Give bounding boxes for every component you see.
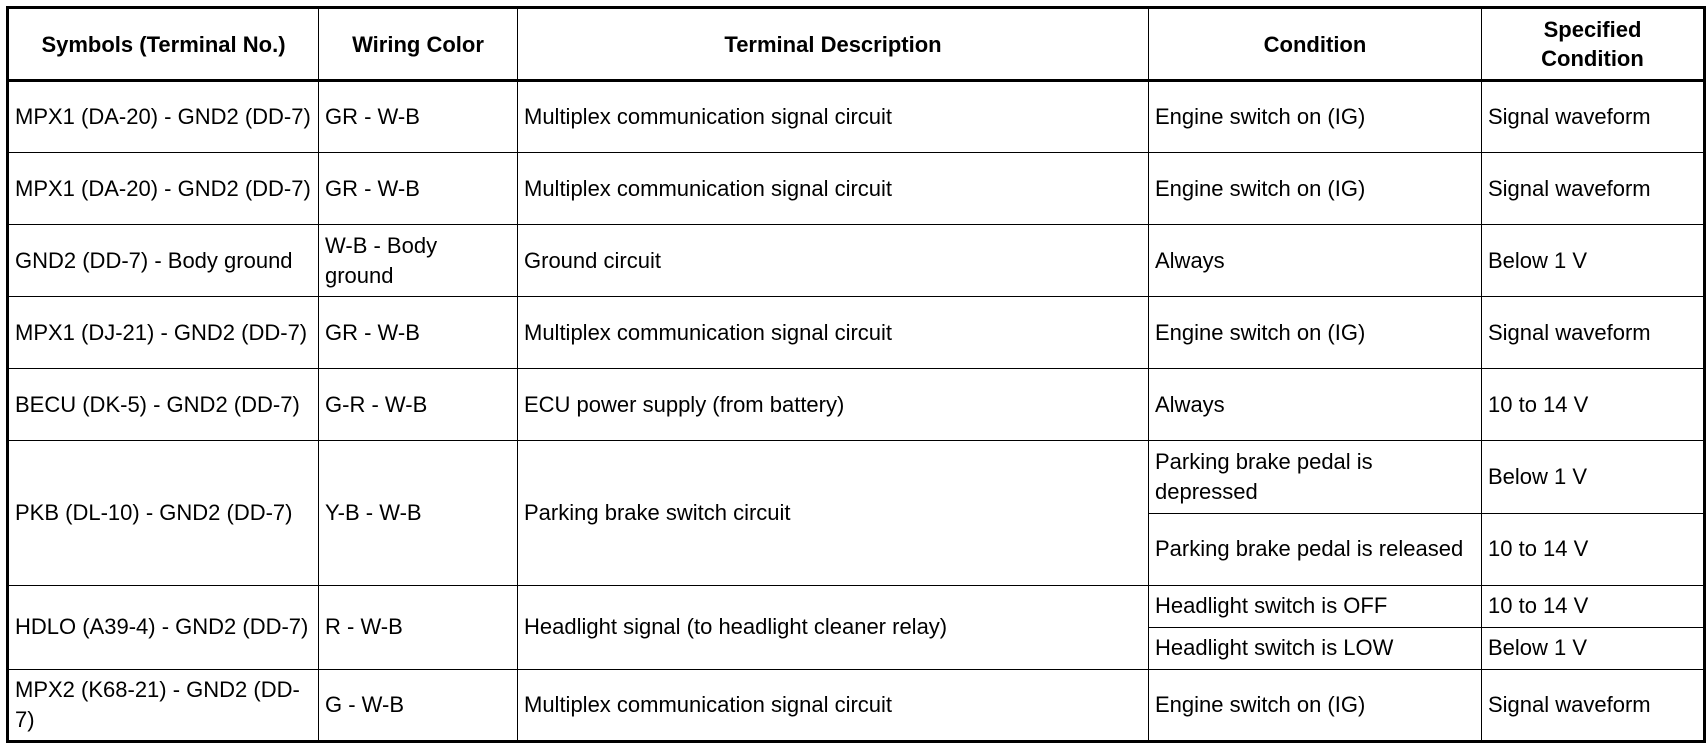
cell-description: Headlight signal (to headlight cleaner relay) — [518, 585, 1149, 669]
cell-description: Multiplex communication signal circuit — [518, 669, 1149, 741]
cell-specified: 10 to 14 V — [1482, 369, 1705, 441]
cell-specified: Below 1 V — [1482, 441, 1705, 513]
cell-description: Parking brake switch circuit — [518, 441, 1149, 585]
cell-condition: Always — [1149, 369, 1482, 441]
cell-wiring: W-B - Body ground — [319, 225, 518, 297]
cell-condition: Always — [1149, 225, 1482, 297]
cell-symbol: HDLO (A39-4) - GND2 (DD-7) — [8, 585, 319, 669]
table-row — [8, 153, 1705, 225]
cell-specified: Signal waveform — [1482, 669, 1705, 741]
table-row — [8, 81, 1705, 153]
cell-specified: Signal waveform — [1482, 81, 1705, 153]
cell-description: Ground circuit — [518, 225, 1149, 297]
cell-wiring: GR - W-B — [319, 153, 518, 225]
cell-description: Multiplex communication signal circuit — [518, 297, 1149, 369]
cell-condition: Engine switch on (IG) — [1149, 153, 1482, 225]
header-condition: Condition — [1149, 8, 1482, 81]
cell-symbol: MPX1 (DA-20) - GND2 (DD-7) — [8, 81, 319, 153]
table-row — [8, 441, 1705, 513]
header-symbols: Symbols (Terminal No.) — [8, 8, 319, 81]
header-specified-line2: Condition — [1541, 46, 1644, 71]
cell-specified: 10 to 14 V — [1482, 513, 1705, 585]
table-row — [8, 369, 1705, 441]
cell-symbol: MPX1 (DA-20) - GND2 (DD-7) — [8, 153, 319, 225]
cell-symbol: MPX1 (DJ-21) - GND2 (DD-7) — [8, 297, 319, 369]
table-row — [8, 225, 1705, 297]
table-row — [8, 297, 1705, 369]
cell-specified: Below 1 V — [1482, 627, 1705, 669]
cell-condition: Headlight switch is OFF — [1149, 585, 1482, 627]
cell-condition: Parking brake pedal is released — [1149, 513, 1482, 585]
cell-wiring: G - W-B — [319, 669, 518, 741]
cell-specified: Below 1 V — [1482, 225, 1705, 297]
cell-condition: Headlight switch is LOW — [1149, 627, 1482, 669]
cell-wiring: GR - W-B — [319, 297, 518, 369]
cell-symbol: GND2 (DD-7) - Body ground — [8, 225, 319, 297]
table-header-row — [8, 8, 1705, 81]
cell-symbol: BECU (DK-5) - GND2 (DD-7) — [8, 369, 319, 441]
cell-condition: Engine switch on (IG) — [1149, 669, 1482, 741]
cell-symbol: PKB (DL-10) - GND2 (DD-7) — [8, 441, 319, 585]
header-wiring-color: Wiring Color — [319, 8, 518, 81]
header-terminal-description: Terminal Description — [518, 8, 1149, 81]
header-specified-condition — [1482, 8, 1705, 81]
cell-wiring: R - W-B — [319, 585, 518, 669]
cell-symbol: MPX2 (K68-21) - GND2 (DD-7) — [8, 669, 319, 741]
cell-description: Multiplex communication signal circuit — [518, 153, 1149, 225]
cell-description: Multiplex communication signal circuit — [518, 81, 1149, 153]
cell-condition: Engine switch on (IG) — [1149, 297, 1482, 369]
cell-wiring: G-R - W-B — [319, 369, 518, 441]
cell-wiring: GR - W-B — [319, 81, 518, 153]
cell-specified: 10 to 14 V — [1482, 585, 1705, 627]
cell-wiring: Y-B - W-B — [319, 441, 518, 585]
terminal-spec-table — [6, 6, 1706, 743]
cell-description: ECU power supply (from battery) — [518, 369, 1149, 441]
cell-specified: Signal waveform — [1482, 297, 1705, 369]
cell-condition: Engine switch on (IG) — [1149, 81, 1482, 153]
table-row — [8, 669, 1705, 741]
cell-specified: Signal waveform — [1482, 153, 1705, 225]
cell-condition: Parking brake pedal is depressed — [1149, 441, 1482, 513]
table-row — [8, 585, 1705, 627]
header-specified-line1: Specified — [1543, 17, 1642, 42]
